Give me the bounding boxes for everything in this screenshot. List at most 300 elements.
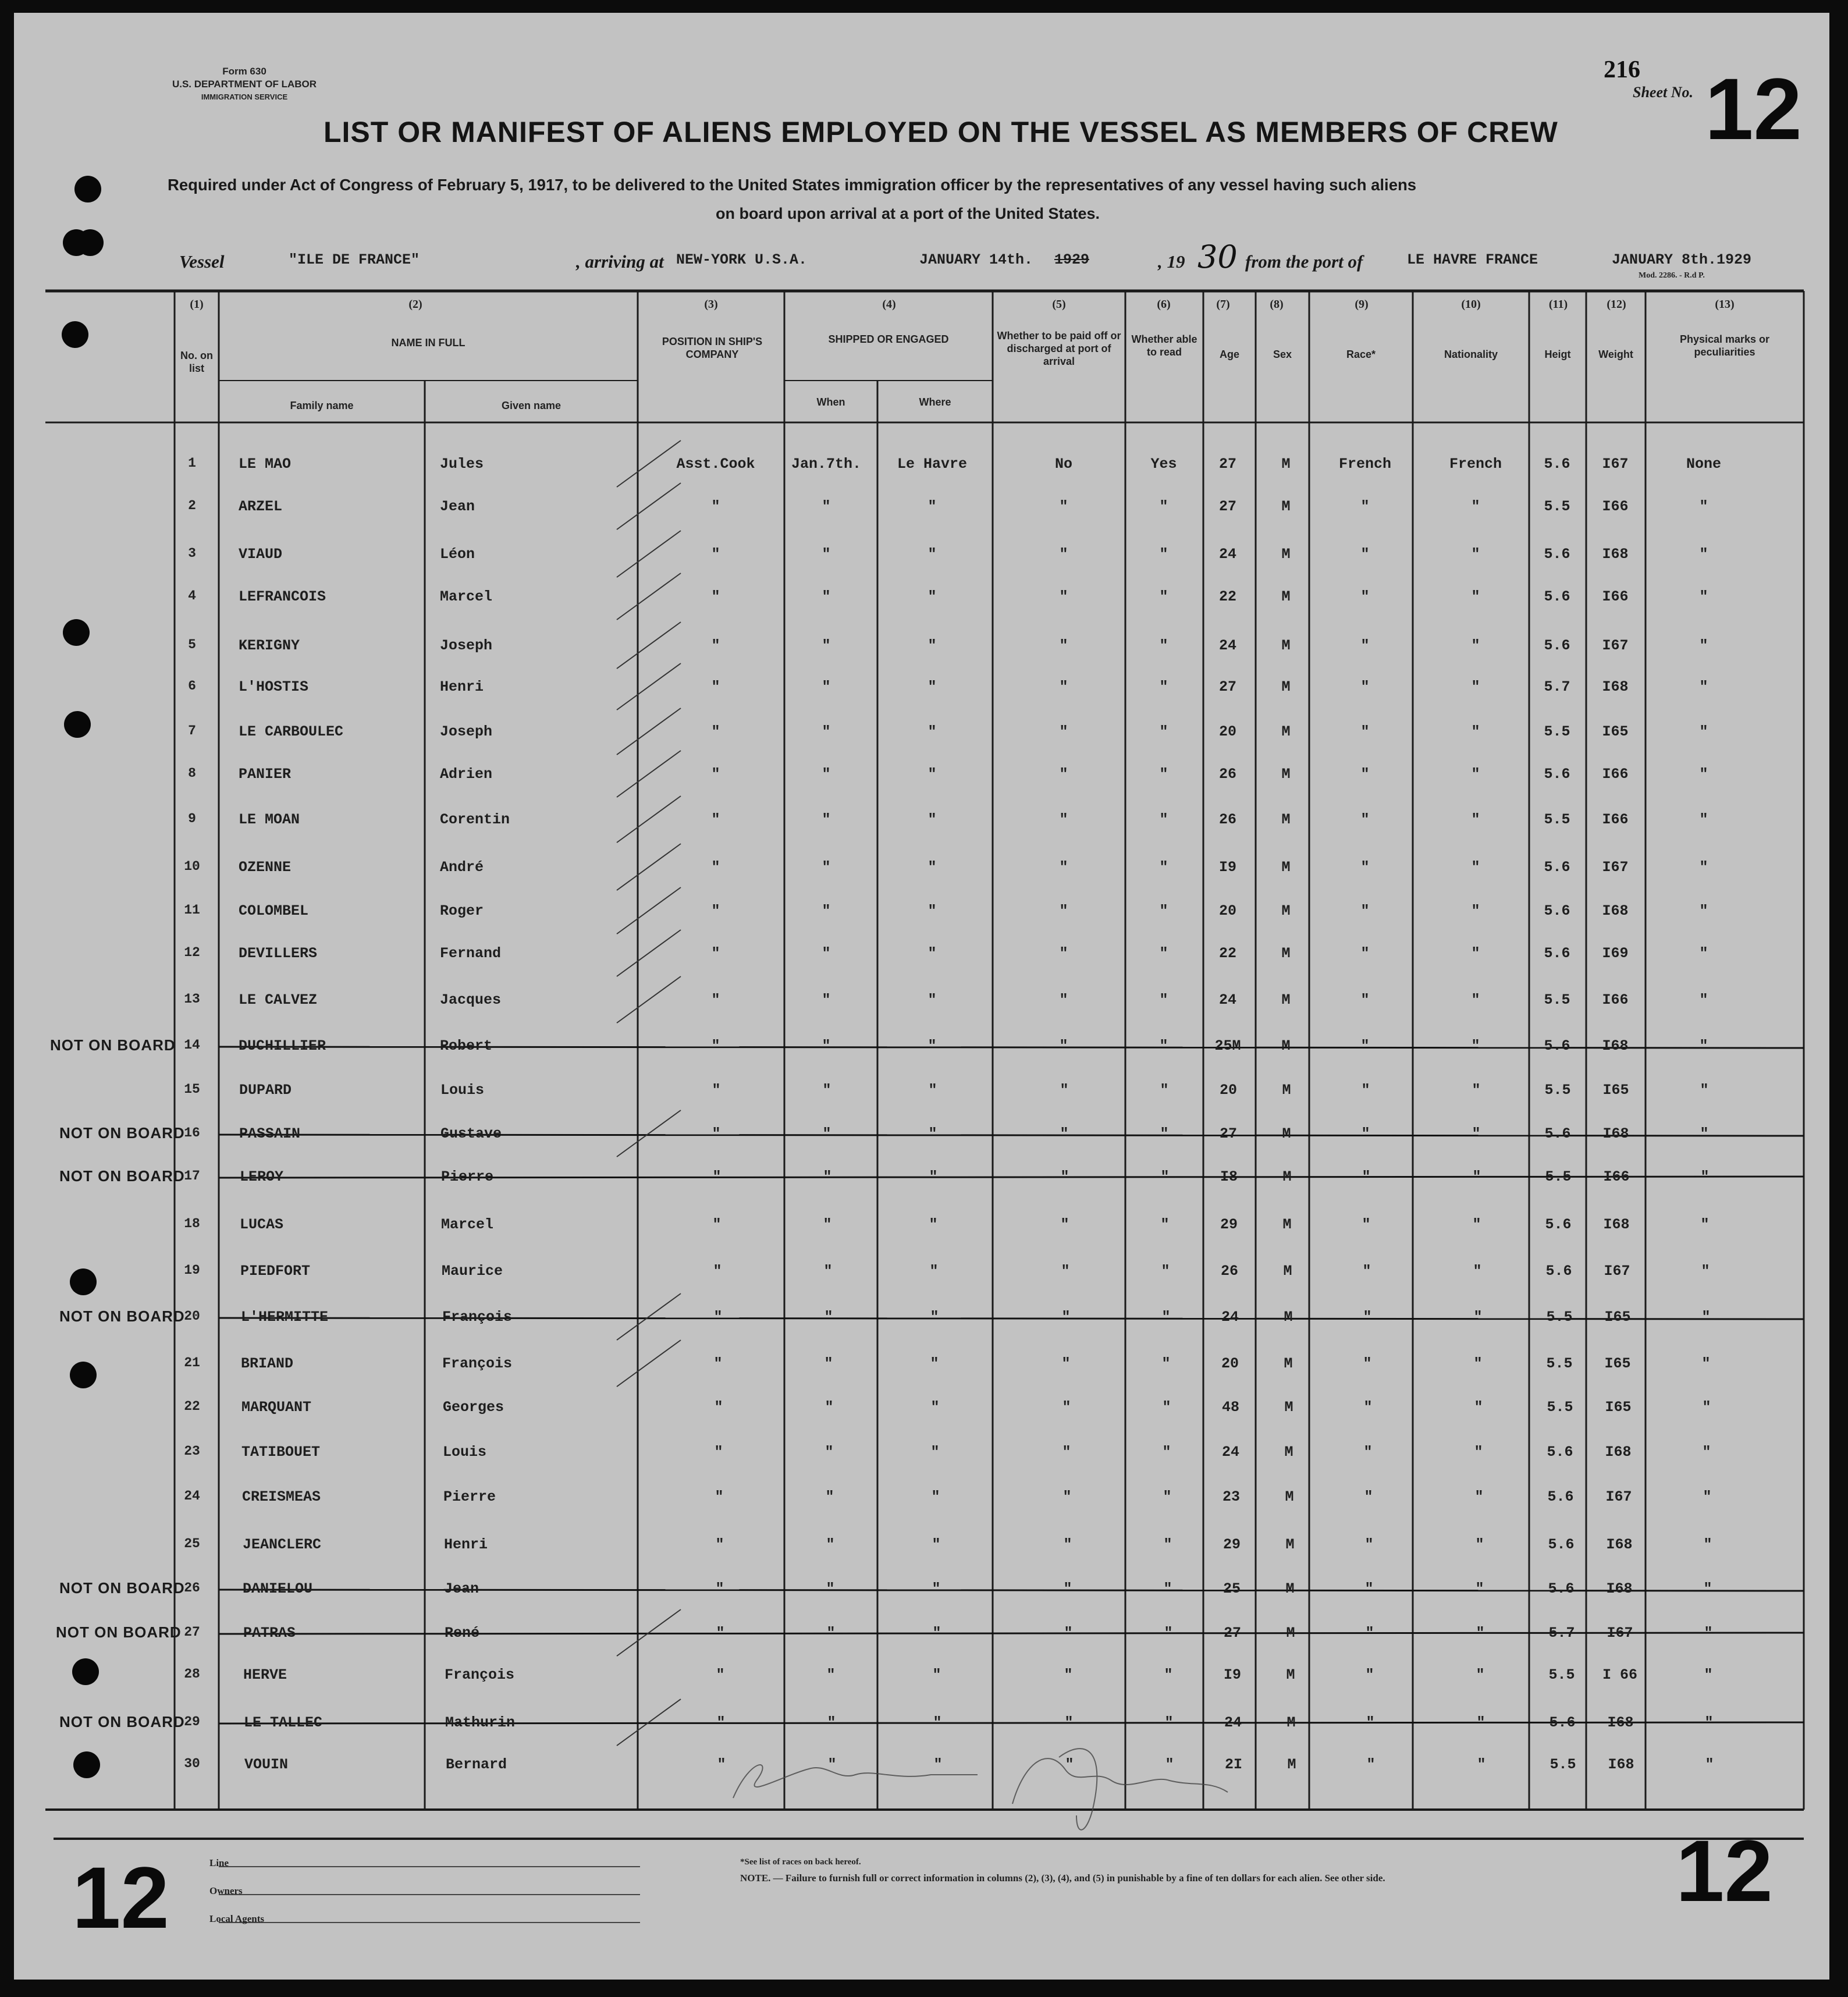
row-24-given: Pierre bbox=[443, 1488, 496, 1505]
row-26-race: " bbox=[1364, 1580, 1374, 1597]
row-24-nat: " bbox=[1474, 1488, 1484, 1505]
row-15-marks: " bbox=[1700, 1082, 1709, 1099]
from-label: from the port of bbox=[1245, 251, 1363, 272]
row-16-no: 16 bbox=[184, 1125, 200, 1140]
row-15-race: " bbox=[1361, 1082, 1370, 1099]
vessel-name: "ILE DE FRANCE" bbox=[289, 251, 420, 268]
row-7-no: 7 bbox=[188, 723, 196, 738]
row-8-read: " bbox=[1159, 766, 1168, 783]
row-10-race: " bbox=[1360, 859, 1370, 876]
row-10-given: André bbox=[440, 859, 484, 876]
row-25-where: " bbox=[932, 1536, 941, 1553]
row-13-no: 13 bbox=[184, 992, 200, 1007]
row-13-age: 24 bbox=[1218, 992, 1237, 1008]
row-27-read: " bbox=[1164, 1625, 1173, 1641]
row-17-given: Pierre bbox=[441, 1168, 494, 1185]
row-26-where: " bbox=[932, 1580, 941, 1597]
row-30-given: Bernard bbox=[446, 1756, 507, 1773]
row-12-no: 12 bbox=[184, 945, 200, 960]
row-18-given: Marcel bbox=[441, 1216, 494, 1233]
row-6-when: " bbox=[822, 678, 831, 695]
row-2-marks: " bbox=[1699, 498, 1708, 515]
row-2-nat: " bbox=[1471, 498, 1480, 515]
row-28-family: HERVE bbox=[243, 1666, 287, 1683]
row-17-where: " bbox=[929, 1168, 938, 1185]
row-26-marks: " bbox=[1703, 1580, 1712, 1597]
row-11-where: " bbox=[927, 902, 937, 919]
row-5-when: " bbox=[822, 637, 831, 654]
row-29-read: " bbox=[1164, 1714, 1174, 1731]
row-23-height: 5.6 bbox=[1547, 1444, 1573, 1461]
col-head-given: Given name bbox=[501, 400, 561, 411]
row-12-paid: " bbox=[1059, 945, 1068, 962]
row-2-given: Jean bbox=[440, 498, 475, 515]
row-27-sex: M bbox=[1286, 1625, 1295, 1641]
row-7-marks: " bbox=[1699, 723, 1708, 740]
row-18-read: " bbox=[1160, 1216, 1170, 1233]
row-5-marks: " bbox=[1699, 637, 1708, 654]
row-16-race: " bbox=[1361, 1125, 1370, 1142]
row-25-given: Henri bbox=[444, 1536, 488, 1553]
row-21-race: " bbox=[1363, 1355, 1372, 1372]
row-20-age: 24 bbox=[1221, 1309, 1239, 1326]
row-16-paid: " bbox=[1060, 1125, 1069, 1142]
row-16-when: " bbox=[822, 1125, 831, 1142]
pencil-check-mark bbox=[617, 663, 681, 710]
row-8-paid: " bbox=[1059, 766, 1068, 783]
row-30-family: VOUIN bbox=[244, 1756, 289, 1773]
row-12-marks: " bbox=[1699, 945, 1708, 962]
row-18-no: 18 bbox=[184, 1216, 200, 1231]
row-24-paid: " bbox=[1062, 1488, 1072, 1505]
col-num-3: (3) bbox=[704, 298, 718, 311]
row-28-read: " bbox=[1164, 1666, 1173, 1683]
row-5-height: 5.6 bbox=[1544, 637, 1570, 654]
arriving-label: , arriving at bbox=[576, 251, 664, 272]
line-label: Line bbox=[209, 1857, 229, 1868]
row-27-not-on-board: NOT ON BOARD bbox=[56, 1623, 182, 1641]
row-30-marks: " bbox=[1705, 1756, 1714, 1773]
row-25-no: 25 bbox=[184, 1536, 200, 1551]
row-30-age: 2I bbox=[1224, 1756, 1243, 1773]
row-6-where: " bbox=[927, 678, 937, 695]
row-12-race: " bbox=[1360, 945, 1370, 962]
row-17-family: LEROY bbox=[240, 1168, 284, 1185]
row-22-family: MARQUANT bbox=[241, 1399, 312, 1416]
row-18-race: " bbox=[1362, 1216, 1371, 1233]
row-20-position: " bbox=[713, 1309, 723, 1326]
row-2-where: " bbox=[927, 498, 937, 515]
row-29-race: " bbox=[1366, 1714, 1375, 1731]
row-28-no: 28 bbox=[184, 1666, 200, 1682]
row-14-height: 5.6 bbox=[1544, 1037, 1570, 1054]
row-17-race: " bbox=[1362, 1168, 1371, 1185]
col-head-age: Age bbox=[1219, 349, 1239, 360]
row-27-paid: " bbox=[1064, 1625, 1073, 1641]
row-18-marks: " bbox=[1700, 1216, 1710, 1233]
col-head-sex: Sex bbox=[1273, 349, 1292, 360]
row-21-read: " bbox=[1161, 1355, 1171, 1372]
row-25-nat: " bbox=[1475, 1536, 1484, 1553]
row-6-paid: " bbox=[1059, 678, 1068, 695]
row-28-position: " bbox=[716, 1666, 725, 1683]
row-14-read: " bbox=[1159, 1037, 1168, 1054]
row-28-given: François bbox=[445, 1666, 515, 1683]
row-16-height: 5.6 bbox=[1544, 1125, 1571, 1142]
row-11-marks: " bbox=[1699, 902, 1708, 919]
row-4-family: LEFRANCOIS bbox=[239, 588, 326, 605]
pencil-check-mark bbox=[617, 708, 681, 755]
row-11-position: " bbox=[711, 902, 720, 919]
row-12-nat: " bbox=[1471, 945, 1480, 962]
row-9-given: Corentin bbox=[440, 811, 510, 828]
row-1-nat: French bbox=[1449, 456, 1502, 472]
row-20-marks: " bbox=[1701, 1309, 1711, 1326]
row-25-race: " bbox=[1364, 1536, 1374, 1553]
row-29-height: 5.6 bbox=[1549, 1714, 1576, 1731]
row-19-marks: " bbox=[1701, 1263, 1710, 1280]
row-17-height: 5.5 bbox=[1545, 1168, 1572, 1185]
row-8-sex: M bbox=[1281, 766, 1291, 783]
row-22-paid: " bbox=[1062, 1399, 1071, 1416]
row-23-family: TATIBOUET bbox=[241, 1444, 321, 1461]
sheet-label: Sheet No. bbox=[1633, 84, 1693, 101]
row-22-height: 5.5 bbox=[1547, 1399, 1573, 1416]
row-22-age: 48 bbox=[1221, 1399, 1240, 1416]
row-9-nat: " bbox=[1471, 811, 1480, 828]
row-15-weight: I65 bbox=[1602, 1082, 1629, 1099]
col-num-12: (12) bbox=[1607, 298, 1626, 311]
row-15-paid: " bbox=[1060, 1082, 1069, 1099]
col-num-10: (10) bbox=[1461, 298, 1481, 311]
row-16-nat: " bbox=[1472, 1125, 1481, 1142]
row-19-position: " bbox=[713, 1263, 722, 1280]
row-19-family: PIEDFORT bbox=[240, 1263, 311, 1280]
row-1-when: Jan.7th. bbox=[791, 456, 862, 472]
row-24-height: 5.6 bbox=[1547, 1488, 1574, 1505]
row-15-sex: M bbox=[1282, 1082, 1291, 1099]
row-28-nat: " bbox=[1476, 1666, 1485, 1683]
row-16-marks: " bbox=[1700, 1125, 1709, 1142]
col-head-family: Family name bbox=[290, 400, 354, 411]
row-28-age: I9 bbox=[1223, 1666, 1242, 1683]
row-21-weight: I65 bbox=[1604, 1355, 1631, 1372]
row-24-when: " bbox=[825, 1488, 834, 1505]
row-19-weight: I67 bbox=[1604, 1263, 1630, 1280]
row-10-marks: " bbox=[1699, 859, 1708, 876]
row-30-read: " bbox=[1165, 1756, 1174, 1773]
row-17-no: 17 bbox=[184, 1168, 200, 1184]
row-21-when: " bbox=[824, 1355, 833, 1372]
row-19-where: " bbox=[929, 1263, 939, 1280]
row-23-read: " bbox=[1162, 1444, 1171, 1461]
row-9-no: 9 bbox=[188, 811, 196, 826]
from-port: LE HAVRE FRANCE bbox=[1407, 251, 1538, 268]
col-head-position: POSITION IN SHIP'S COMPANY bbox=[662, 336, 763, 360]
row-3-read: " bbox=[1159, 546, 1168, 563]
row-5-no: 5 bbox=[188, 637, 196, 652]
requirement-line-2: on board upon arrival at a port of the United States. bbox=[716, 205, 1100, 222]
row-26-not-on-board: NOT ON BOARD bbox=[59, 1579, 185, 1597]
row-11-no: 11 bbox=[184, 902, 200, 918]
row-21-nat: " bbox=[1473, 1355, 1483, 1372]
col-head-race: Race* bbox=[1346, 349, 1376, 360]
row-19-sex: M bbox=[1283, 1263, 1292, 1280]
row-16-age: 27 bbox=[1219, 1125, 1238, 1142]
row-14-race: " bbox=[1360, 1037, 1370, 1054]
row-10-position: " bbox=[711, 859, 720, 876]
row-13-marks: " bbox=[1699, 992, 1708, 1008]
row-27-when: " bbox=[826, 1625, 836, 1641]
row-20-weight: I65 bbox=[1604, 1309, 1631, 1326]
row-10-paid: " bbox=[1059, 859, 1068, 876]
pencil-check-mark bbox=[617, 622, 681, 669]
row-22-marks: " bbox=[1702, 1399, 1711, 1416]
penalty-note: NOTE. — Failure to furnish full or correct information in columns (2), (3), (4), and (5) in punishable by a fine of ten dollars for each alien. See other side. bbox=[740, 1872, 1385, 1884]
row-10-no: 10 bbox=[184, 859, 200, 874]
row-26-height: 5.6 bbox=[1548, 1580, 1575, 1597]
row-27-position: " bbox=[716, 1625, 725, 1641]
row-21-age: 20 bbox=[1221, 1355, 1239, 1372]
row-27-no: 27 bbox=[184, 1625, 200, 1640]
row-25-read: " bbox=[1163, 1536, 1172, 1553]
row-2-when: " bbox=[822, 498, 831, 515]
row-23-paid: " bbox=[1062, 1444, 1071, 1461]
arrival-year-struck: 1929 bbox=[1054, 251, 1090, 268]
row-28-race: " bbox=[1365, 1666, 1374, 1683]
col-head-marks: Physical marks or peculiarities bbox=[1679, 333, 1770, 358]
row-22-where: " bbox=[930, 1399, 940, 1416]
row-8-height: 5.6 bbox=[1544, 766, 1570, 783]
row-7-when: " bbox=[822, 723, 831, 740]
row-9-height: 5.5 bbox=[1544, 811, 1570, 828]
row-16-sex: M bbox=[1282, 1125, 1291, 1142]
row-13-nat: " bbox=[1471, 992, 1480, 1008]
row-8-family: PANIER bbox=[239, 766, 292, 783]
sheet-number-bottom-left: 12 bbox=[72, 1849, 169, 1946]
row-17-when: " bbox=[823, 1168, 832, 1185]
row-26-read: " bbox=[1163, 1580, 1172, 1597]
row-11-nat: " bbox=[1471, 902, 1480, 919]
owners-label: Owners bbox=[209, 1885, 243, 1896]
pencil-check-mark bbox=[617, 531, 681, 577]
row-20-when: " bbox=[824, 1309, 833, 1326]
row-5-nat: " bbox=[1471, 637, 1480, 654]
row-10-where: " bbox=[927, 859, 937, 876]
row-6-nat: " bbox=[1471, 678, 1480, 695]
row-17-sex: M bbox=[1282, 1168, 1292, 1185]
row-19-no: 19 bbox=[184, 1263, 200, 1278]
row-4-no: 4 bbox=[188, 588, 196, 603]
row-13-given: Jacques bbox=[440, 992, 502, 1008]
pencil-check-mark bbox=[617, 751, 681, 797]
row-4-sex: M bbox=[1281, 588, 1291, 605]
row-1-race: French bbox=[1338, 456, 1392, 472]
row-23-weight: I68 bbox=[1605, 1444, 1632, 1461]
row-22-no: 22 bbox=[184, 1399, 200, 1414]
row-20-sex: M bbox=[1284, 1309, 1293, 1326]
row-6-age: 27 bbox=[1218, 678, 1237, 695]
col-head-read: Whether able to read bbox=[1131, 333, 1197, 358]
row-25-height: 5.6 bbox=[1548, 1536, 1575, 1553]
row-4-given: Marcel bbox=[440, 588, 493, 605]
row-8-marks: " bbox=[1699, 766, 1708, 783]
row-23-when: " bbox=[825, 1444, 834, 1461]
row-5-position: " bbox=[711, 637, 720, 654]
row-17-age: I8 bbox=[1220, 1168, 1238, 1185]
row-2-age: 27 bbox=[1218, 498, 1237, 515]
row-14-paid: " bbox=[1059, 1037, 1068, 1054]
row-26-paid: " bbox=[1063, 1580, 1072, 1597]
row-16-where: " bbox=[928, 1125, 937, 1142]
row-9-when: " bbox=[822, 811, 831, 828]
row-18-nat: " bbox=[1472, 1216, 1481, 1233]
row-11-age: 20 bbox=[1218, 902, 1237, 919]
row-21-no: 21 bbox=[184, 1355, 200, 1370]
year-prefix: , 19 bbox=[1158, 251, 1185, 272]
row-4-when: " bbox=[822, 588, 831, 605]
row-8-position: " bbox=[711, 766, 720, 783]
row-15-read: " bbox=[1160, 1082, 1169, 1099]
row-5-race: " bbox=[1360, 637, 1370, 654]
row-18-paid: " bbox=[1060, 1216, 1069, 1233]
row-16-family: PASSAIN bbox=[239, 1125, 301, 1142]
row-16-not-on-board: NOT ON BOARD bbox=[59, 1124, 185, 1142]
row-13-read: " bbox=[1159, 992, 1168, 1008]
row-14-weight: I68 bbox=[1602, 1037, 1629, 1054]
row-1-given: Jules bbox=[440, 456, 484, 472]
row-20-read: " bbox=[1161, 1309, 1171, 1326]
row-13-when: " bbox=[822, 992, 831, 1008]
row-24-age: 23 bbox=[1222, 1488, 1241, 1505]
row-12-family: DEVILLERS bbox=[239, 945, 318, 962]
row-25-age: 29 bbox=[1222, 1536, 1241, 1553]
row-4-read: " bbox=[1159, 588, 1168, 605]
page-title: LIST OR MANIFEST OF ALIENS EMPLOYED ON THE VESSEL AS MEMBERS OF CREW bbox=[324, 116, 1558, 148]
row-21-sex: M bbox=[1284, 1355, 1293, 1372]
row-28-where: " bbox=[932, 1666, 941, 1683]
col-num-8: (8) bbox=[1270, 298, 1284, 311]
row-3-position: " bbox=[711, 546, 720, 563]
row-30-no: 30 bbox=[184, 1756, 200, 1771]
row-9-where: " bbox=[927, 811, 937, 828]
row-19-when: " bbox=[823, 1263, 833, 1280]
row-21-family: BRIAND bbox=[241, 1355, 294, 1372]
row-1-weight: I67 bbox=[1602, 456, 1629, 472]
row-8-no: 8 bbox=[188, 766, 196, 781]
row-6-marks: " bbox=[1699, 678, 1708, 695]
col-head-height: Heigt bbox=[1544, 349, 1571, 360]
row-29-where: " bbox=[933, 1714, 942, 1731]
row-19-race: " bbox=[1362, 1263, 1371, 1280]
row-25-position: " bbox=[715, 1536, 724, 1553]
col-num-1: (1) bbox=[190, 298, 204, 311]
pencil-check-mark bbox=[617, 796, 681, 843]
row-3-weight: I68 bbox=[1602, 546, 1629, 563]
row-9-weight: I66 bbox=[1602, 811, 1629, 828]
row-17-marks: " bbox=[1700, 1168, 1710, 1185]
row-10-family: OZENNE bbox=[239, 859, 292, 876]
row-10-height: 5.6 bbox=[1544, 859, 1570, 876]
row-20-no: 20 bbox=[184, 1309, 200, 1324]
row-25-family: JEANCLERC bbox=[243, 1536, 322, 1553]
row-24-sex: M bbox=[1285, 1488, 1294, 1505]
row-12-weight: I69 bbox=[1602, 945, 1629, 962]
row-23-given: Louis bbox=[443, 1444, 487, 1461]
row-9-marks: " bbox=[1699, 811, 1708, 828]
row-6-race: " bbox=[1360, 678, 1370, 695]
row-27-weight: I67 bbox=[1607, 1625, 1633, 1641]
row-3-sex: M bbox=[1281, 546, 1291, 563]
row-18-when: " bbox=[823, 1216, 832, 1233]
row-17-position: " bbox=[712, 1168, 722, 1185]
row-1-sex: M bbox=[1281, 456, 1291, 472]
row-8-nat: " bbox=[1471, 766, 1480, 783]
row-30-race: " bbox=[1366, 1756, 1376, 1773]
row-23-age: 24 bbox=[1221, 1444, 1240, 1461]
row-4-where: " bbox=[927, 588, 937, 605]
row-6-position: " bbox=[711, 678, 720, 695]
row-4-position: " bbox=[711, 588, 720, 605]
row-20-not-on-board: NOT ON BOARD bbox=[59, 1307, 185, 1325]
row-19-paid: " bbox=[1061, 1263, 1070, 1280]
row-1-marks: None bbox=[1686, 456, 1722, 472]
pencil-check-mark bbox=[617, 1110, 681, 1157]
row-2-no: 2 bbox=[188, 498, 196, 513]
row-7-read: " bbox=[1159, 723, 1168, 740]
row-5-paid: " bbox=[1059, 637, 1068, 654]
row-11-height: 5.6 bbox=[1544, 902, 1570, 919]
row-23-sex: M bbox=[1284, 1444, 1293, 1461]
row-11-sex: M bbox=[1281, 902, 1291, 919]
row-13-race: " bbox=[1360, 992, 1370, 1008]
row-22-read: " bbox=[1162, 1399, 1171, 1416]
row-4-nat: " bbox=[1471, 588, 1480, 605]
row-2-sex: M bbox=[1281, 498, 1291, 515]
row-23-race: " bbox=[1363, 1444, 1373, 1461]
row-11-weight: I68 bbox=[1602, 902, 1629, 919]
row-1-position: Asst.Cook bbox=[676, 456, 755, 472]
row-19-given: Maurice bbox=[442, 1263, 503, 1280]
row-20-nat: " bbox=[1473, 1309, 1483, 1326]
row-17-nat: " bbox=[1472, 1168, 1481, 1185]
pencil-check-mark bbox=[617, 930, 681, 976]
pencil-check-mark bbox=[617, 1294, 681, 1340]
row-1-no: 1 bbox=[188, 456, 196, 471]
row-6-given: Henri bbox=[440, 678, 484, 695]
row-20-family: L'HERMITTE bbox=[241, 1309, 329, 1326]
pencil-check-mark bbox=[617, 887, 681, 934]
col-head-paid: Whether to be paid off or discharged at port of arrival bbox=[997, 330, 1121, 367]
row-26-given: Jean bbox=[444, 1580, 479, 1597]
row-21-position: " bbox=[713, 1355, 723, 1372]
row-2-height: 5.5 bbox=[1544, 498, 1570, 515]
year-handwritten: 30 bbox=[1197, 239, 1238, 275]
row-9-family: LE MOAN bbox=[239, 811, 300, 828]
row-6-height: 5.7 bbox=[1544, 678, 1570, 695]
row-24-weight: I67 bbox=[1605, 1488, 1632, 1505]
row-6-sex: M bbox=[1281, 678, 1291, 695]
row-25-when: " bbox=[826, 1536, 835, 1553]
row-9-paid: " bbox=[1059, 811, 1068, 828]
row-21-where: " bbox=[930, 1355, 939, 1372]
col-head-where: Where bbox=[919, 396, 951, 408]
row-6-read: " bbox=[1159, 678, 1168, 695]
row-24-family: CREISMEAS bbox=[242, 1488, 321, 1505]
row-7-weight: I65 bbox=[1602, 723, 1629, 740]
row-10-read: " bbox=[1159, 859, 1168, 876]
row-29-no: 29 bbox=[184, 1714, 200, 1729]
